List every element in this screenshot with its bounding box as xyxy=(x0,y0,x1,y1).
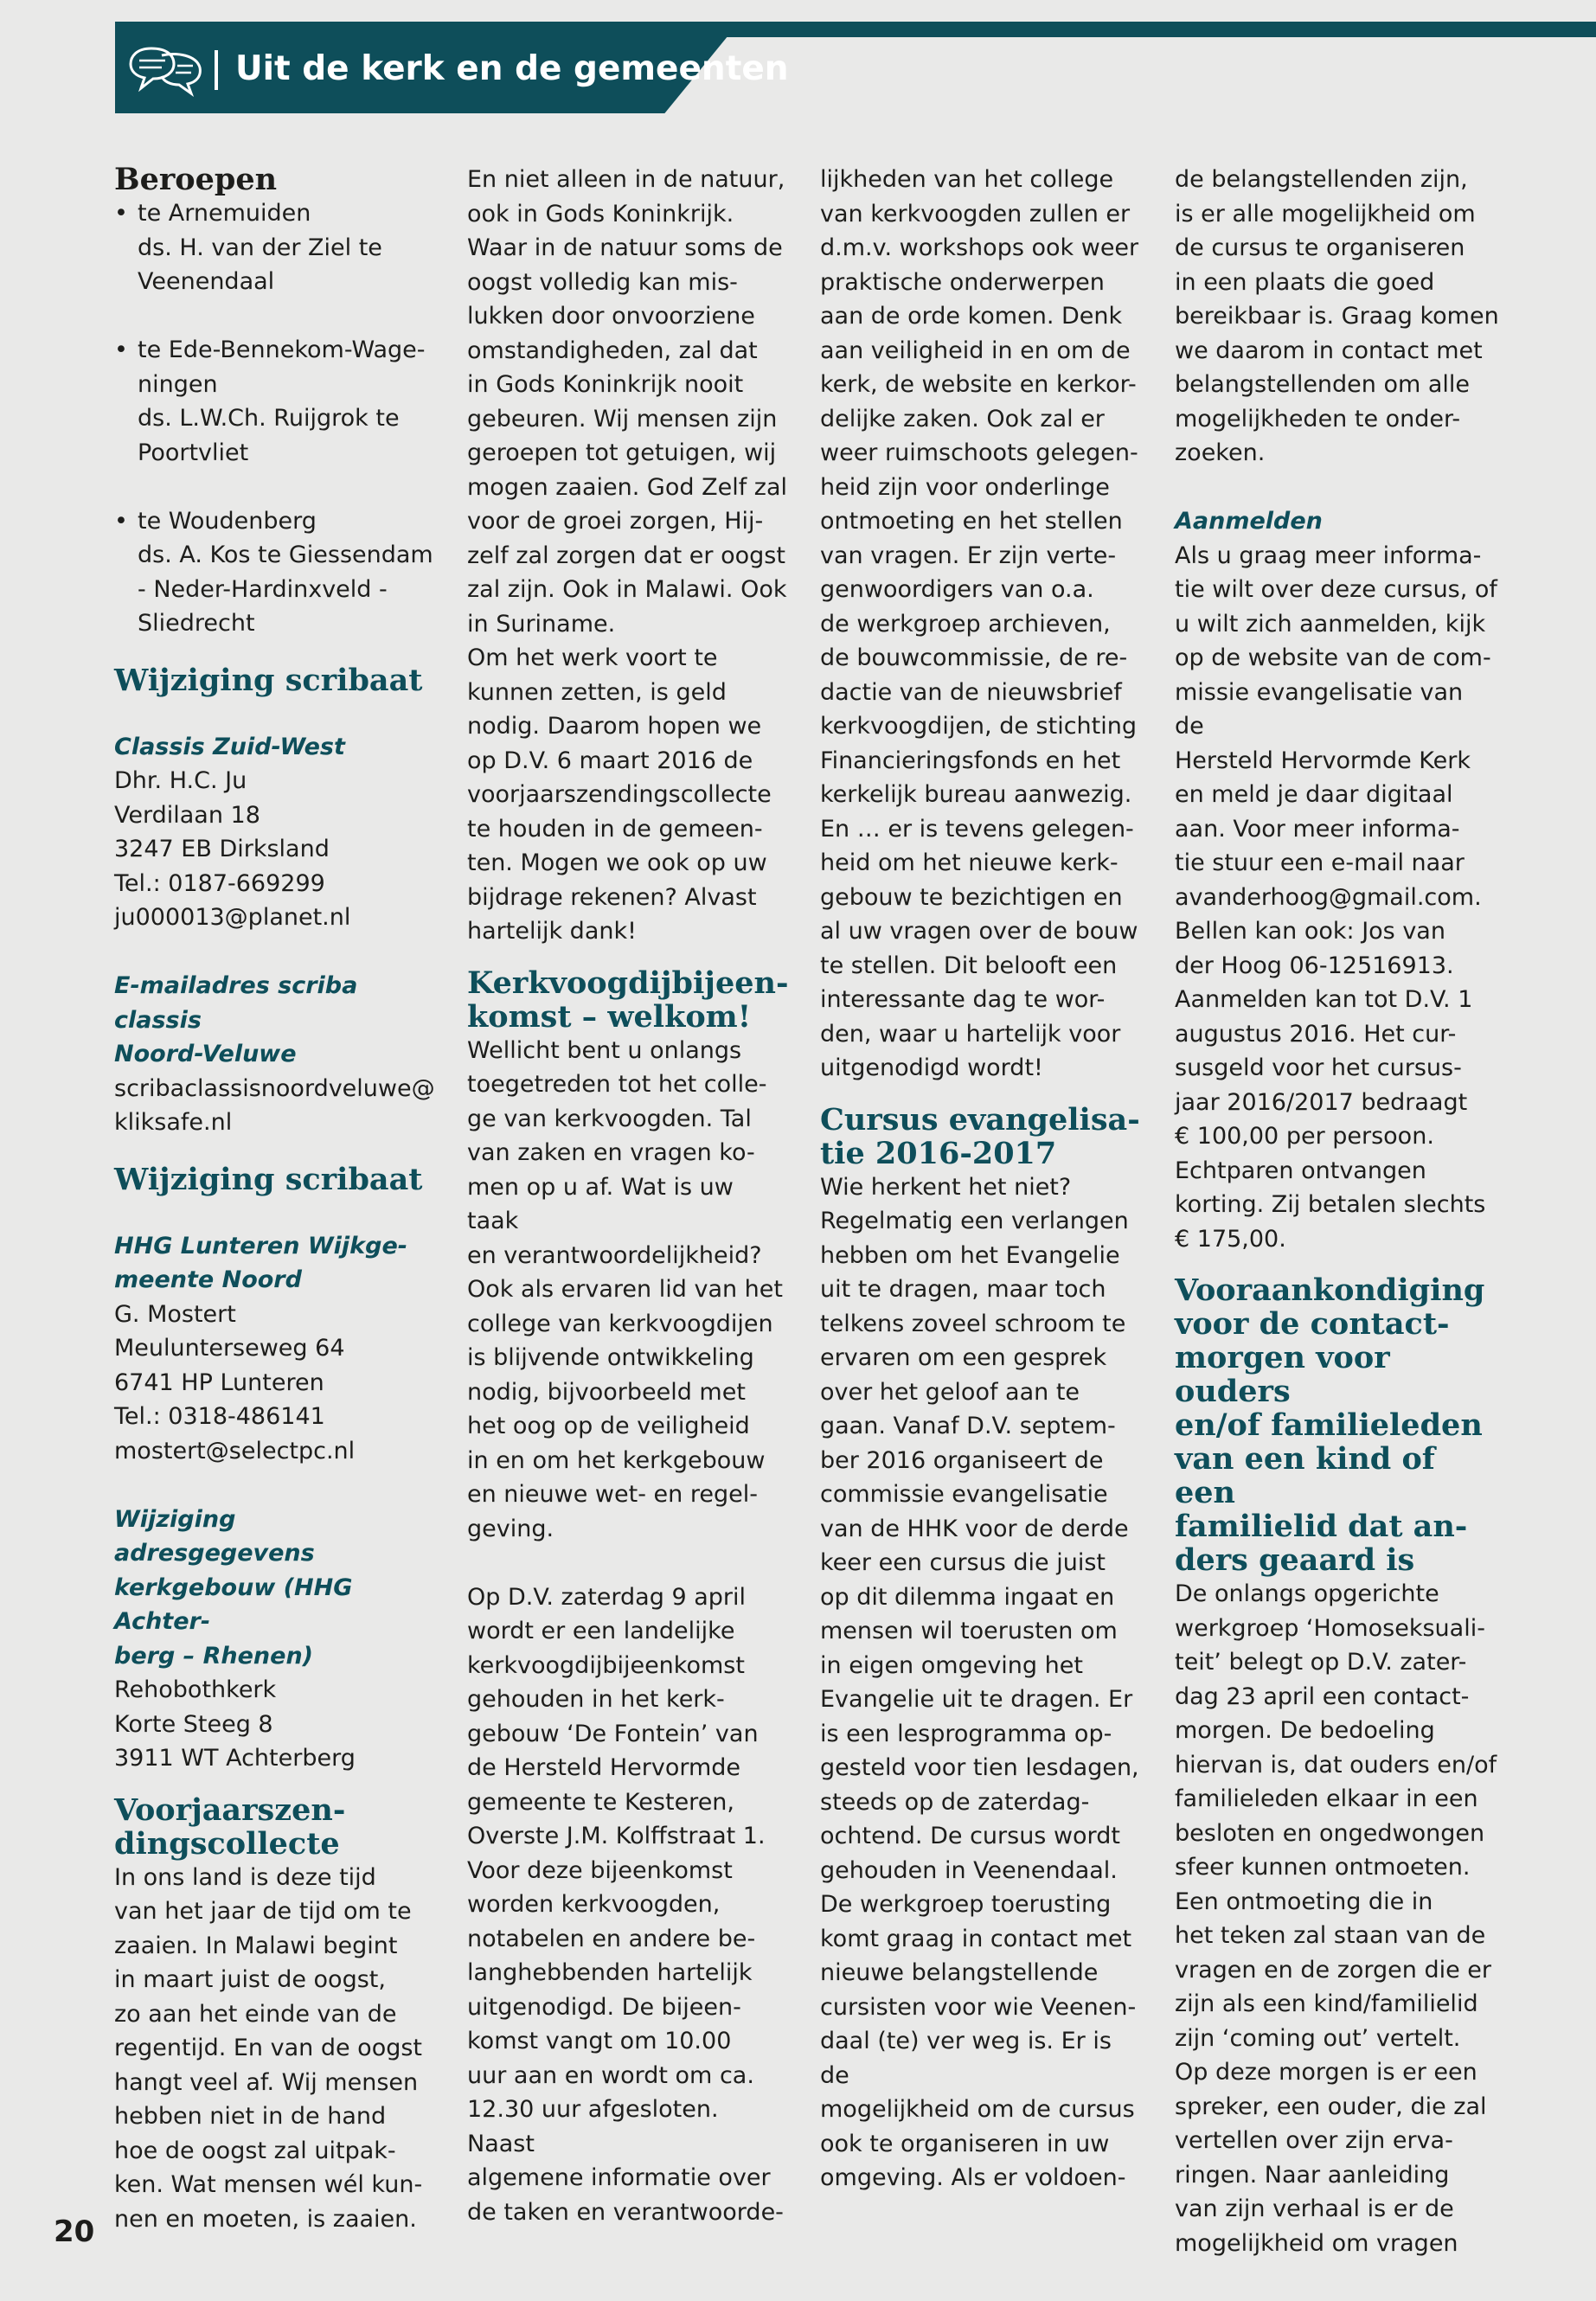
text-line: kerk, de website en kerkor- xyxy=(820,371,1137,398)
text-line: vragen en de zorgen die er xyxy=(1175,1956,1492,1984)
text-line: nodig. Daarom hopen we xyxy=(467,713,762,740)
text-line: in een plaats die goed xyxy=(1175,268,1435,296)
text-line: dactie van de nieuwsbrief xyxy=(820,678,1122,706)
text-line: hiervan is, dat ouders en/of xyxy=(1175,1751,1497,1779)
text-line: kerkvoogdijen, de stichting xyxy=(820,713,1137,740)
text-line: kerkvoogdijbijeenkomst xyxy=(467,1651,745,1679)
text-line: de cursus te organiseren xyxy=(1175,234,1465,261)
text-line: daal (te) ver weg is. Er is de xyxy=(820,2028,1112,2089)
text-line: nieuwe belangstellende xyxy=(820,1959,1099,1986)
heading-line: en/of familieleden xyxy=(1175,1407,1483,1443)
list-item-line: ds. H. van der Ziel te xyxy=(138,234,382,261)
text-line: Overste J.M. Kolffstraat 1. xyxy=(467,1823,766,1849)
column-4 xyxy=(1175,163,1499,2260)
text-line: tie stuur een e-mail naar xyxy=(1175,849,1465,876)
text-line: is een lesprogramma op- xyxy=(820,1720,1112,1747)
text-line: zo aan het einde van de xyxy=(114,2000,397,2028)
bullet-icon: • xyxy=(114,200,128,227)
text-line: hebben om het Evangelie xyxy=(820,1241,1120,1269)
text-line: sfeer kunnen ontmoeten. xyxy=(1175,1854,1471,1881)
heading-line: voor de contact- xyxy=(1175,1306,1450,1342)
text-line: Ook als ervaren lid van het xyxy=(467,1276,783,1303)
text-line: bereikbaar is. Graag komen xyxy=(1175,303,1499,330)
text-line: € 175,00. xyxy=(1175,1225,1286,1253)
email-link[interactable]: kliksafe.nl xyxy=(114,1109,233,1136)
text-line: en nieuwe wet- en regel- xyxy=(467,1481,758,1508)
contactmorgen-text xyxy=(1175,1577,1499,2260)
text-line: is blijvende ontwikkeling xyxy=(467,1344,754,1371)
text-line: aan de orde komen. Denk xyxy=(820,303,1123,330)
text-line: men op u af. Wat is uw taak xyxy=(467,1173,734,1234)
email-link[interactable]: scribaclassisnoordveluwe@ xyxy=(114,1074,435,1102)
text-line: te houden in de gemeen- xyxy=(467,815,763,843)
column-3 xyxy=(820,163,1144,2195)
heading-line: Vooraankondiging xyxy=(1175,1272,1485,1308)
email-subheading: Noord-Veluwe xyxy=(114,1041,297,1067)
list-item-line: te Woudenberg xyxy=(138,507,317,535)
text-line: we daarom in contact met xyxy=(1175,336,1483,364)
text-line: op de website van de com- xyxy=(1175,644,1491,671)
text-line: worden kerkvoogden, xyxy=(467,1891,721,1918)
list-item-line: Sliedrecht xyxy=(138,610,255,637)
text-line: komt graag in contact met xyxy=(820,1925,1132,1952)
email-link[interactable]: ju000013@planet.nl xyxy=(114,904,351,931)
text-line: spreker, een ouder, die zal xyxy=(1175,2093,1487,2120)
text-line: mogelijkheid om de cursus xyxy=(820,2096,1135,2123)
text-line: nen en moeten, is zaaien. xyxy=(114,2205,417,2233)
adres-subheading: Wijziging adresgegevens xyxy=(114,1505,315,1567)
column-1 xyxy=(114,163,436,2236)
text-line: wordt er een landelijke xyxy=(467,1618,735,1644)
list-item-line: te Arnemuiden xyxy=(138,200,311,227)
adres-subheading: kerkgebouw (HHG Achter- xyxy=(114,1574,353,1635)
text-line: kerkelijk bureau aanwezig. xyxy=(820,781,1132,808)
text-line: zoeken. xyxy=(1175,439,1266,466)
address-line: Korte Steeg 8 xyxy=(114,1710,273,1738)
text-line: hebben niet in de hand xyxy=(114,2103,387,2130)
text-line: Om het werk voort te xyxy=(467,644,718,671)
text-line: in Gods Koninkrijk nooit xyxy=(467,371,744,398)
collecte-continued-text xyxy=(467,163,792,949)
text-line: gesteld voor tien lesdagen, xyxy=(820,1754,1139,1781)
phone-line: Tel.: 0187-669299 xyxy=(114,869,325,897)
list-item-line: Poortvliet xyxy=(138,439,249,466)
aanmelden-text xyxy=(1175,539,1499,1257)
text-line: gehouden in het kerk- xyxy=(467,1686,725,1713)
heading-line: Cursus evangelisa- xyxy=(820,1101,1140,1138)
address-line: Verdilaan 18 xyxy=(114,801,260,829)
text-line: geroepen tot getuigen, wij xyxy=(467,439,777,466)
text-line: hartelijk dank! xyxy=(467,918,637,945)
text-line: zelf zal zorgen dat er oogst xyxy=(467,542,785,569)
text-line: Bellen kan ook: Jos van xyxy=(1175,918,1445,945)
text-line: steeds op de zaterdag- xyxy=(820,1788,1090,1816)
text-line: morgen. De bedoeling xyxy=(1175,1717,1435,1744)
list-item xyxy=(114,504,436,641)
text-line: belangstellenden om alle xyxy=(1175,371,1471,398)
text-line: hoe de oogst zal uitpak- xyxy=(114,2137,396,2164)
cursus-evangelisatie-heading xyxy=(820,1103,1144,1170)
text-line: het teken zal staan van de xyxy=(1175,1922,1486,1949)
text-line: voor de groei zorgen, Hij- xyxy=(467,508,764,535)
text-line: Een ontmoeting die in xyxy=(1175,1888,1433,1915)
text-line: kunnen zetten, is geld xyxy=(467,678,727,706)
text-line: bijdrage rekenen? Alvast xyxy=(467,883,757,911)
text-line: En niet alleen in de natuur, xyxy=(467,166,785,193)
heading-line: morgen voor ouders xyxy=(1175,1340,1390,1409)
text-line: is er alle mogelijkheid om xyxy=(1175,200,1476,228)
text-line: ervaren om een gesprek xyxy=(820,1344,1107,1371)
text-line: ge van kerkvoogden. Tal xyxy=(467,1105,752,1132)
text-line: heid om het nieuwe kerk- xyxy=(820,849,1118,876)
text-line: gebouw te bezichtigen en xyxy=(820,883,1123,911)
address-line: Dhr. H.C. Ju xyxy=(114,767,247,794)
text-line: het oog op de veiligheid xyxy=(467,1413,750,1439)
list-item xyxy=(114,196,436,299)
text-line: gaan. Vanaf D.V. septem- xyxy=(820,1413,1116,1439)
text-line: hangt veel af. Wij mensen xyxy=(114,2068,419,2096)
email-link[interactable]: mostert@selectpc.nl xyxy=(114,1437,356,1465)
text-line: ochtend. De cursus wordt xyxy=(820,1823,1120,1849)
text-line: Wellicht bent u onlangs xyxy=(467,1036,742,1064)
text-line: delijke zaken. Ook zal er xyxy=(820,405,1105,433)
text-line: aan veiligheid in en om de xyxy=(820,336,1131,364)
text-line: in eigen omgeving het xyxy=(820,1651,1083,1679)
aanmelden-subheading: Aanmelden xyxy=(1175,508,1323,535)
text-line: korting. Zij betalen slechts xyxy=(1175,1191,1486,1218)
address-line: Rehobothkerk xyxy=(114,1676,277,1703)
text-line: al uw vragen over de bouw xyxy=(820,918,1138,945)
kerkvoogdij-details-text xyxy=(467,1580,792,2230)
lunteren-subheading: HHG Lunteren Wijkge- xyxy=(114,1232,407,1259)
text-line: telkens zoveel schroom te xyxy=(820,1310,1126,1337)
section-title: Uit de kerk en de gemeenten xyxy=(235,49,789,88)
list-item-line: ds. A. Kos te Giessendam xyxy=(138,542,433,568)
address-line: 3911 WT Achterberg xyxy=(114,1745,356,1772)
speech-bubbles-icon xyxy=(127,42,205,97)
heading-line: komst – welkom! xyxy=(467,998,752,1035)
text-line: de Hersteld Hervormde xyxy=(467,1754,741,1781)
text-line: Wie herkent het niet? xyxy=(820,1173,1072,1201)
bullet-icon: • xyxy=(114,507,128,535)
text-line: augustus 2016. Het cur- xyxy=(1175,1020,1457,1048)
text-line: € 100,00 per persoon. xyxy=(1175,1123,1434,1150)
text-line: In ons land is deze tijd xyxy=(114,1863,376,1891)
heading-line: Voorjaarszen- xyxy=(114,1791,346,1828)
kerkvoogdij-intro-text xyxy=(467,1034,792,1547)
bullet-icon: • xyxy=(114,336,128,363)
text-line: Echtparen ontvangen xyxy=(1175,1157,1426,1184)
text-line: En … er is tevens gelegen- xyxy=(820,815,1134,843)
text-line: tie wilt over deze cursus, of xyxy=(1175,576,1497,603)
page-number: 20 xyxy=(54,2214,95,2249)
heading-line: ders geaard is xyxy=(1175,1542,1415,1578)
text-line: zal zijn. Ook in Malawi. Ook xyxy=(467,576,787,603)
text-line: Waar in de natuur soms de xyxy=(467,234,783,261)
text-line: dag 23 april een contact- xyxy=(1175,1682,1470,1710)
text-line: weer ruimschoots gelegen- xyxy=(820,439,1138,466)
text-line: zaaien. In Malawi begint xyxy=(114,1932,398,1959)
vooraankondiging-heading xyxy=(1175,1273,1499,1577)
address-line: 3247 EB Dirksland xyxy=(114,836,330,862)
text-line: Aanmelden kan tot D.V. 1 xyxy=(1175,986,1473,1013)
text-line: op dit dilemma ingaat en xyxy=(820,1583,1115,1611)
text-line: komst vangt om 10.00 xyxy=(467,2028,732,2054)
beroepen-heading: Beroepen xyxy=(114,162,278,197)
text-line: De onlangs opgerichte xyxy=(1175,1580,1439,1607)
text-line: college van kerkvoogdijen xyxy=(467,1310,773,1337)
text-line: uit te dragen, maar toch xyxy=(820,1276,1106,1303)
text-line: zijn ‘coming out’ vertelt. xyxy=(1175,2024,1461,2052)
text-line: voorjaarszendingscollecte xyxy=(467,781,772,808)
heading-line: familielid dat an- xyxy=(1175,1509,1468,1544)
kerkvoogdijbijeenkomst-heading xyxy=(467,966,792,1034)
text-line: ook in Gods Koninkrijk. xyxy=(467,200,734,228)
text-line: aan. Voor meer informa- xyxy=(1175,815,1460,843)
cursus-continued-text xyxy=(1175,163,1499,471)
text-line: over het geloof aan te xyxy=(820,1378,1080,1406)
text-line: notabelen en andere be- xyxy=(467,1925,756,1952)
text-line: zijn als een kind/familielid xyxy=(1175,1990,1478,2017)
text-line: van de HHK voor de derde xyxy=(820,1515,1129,1542)
text-line: op D.V. 6 maart 2016 de xyxy=(467,747,753,774)
text-line: van zaken en vragen ko- xyxy=(467,1139,755,1166)
text-line: van zijn verhaal is er de xyxy=(1175,2195,1454,2222)
text-line: lijkheden van het college xyxy=(820,166,1114,193)
text-line: regentijd. En van de oogst xyxy=(114,2035,423,2061)
heading-line: Kerkvoogdijbijeen- xyxy=(467,965,789,1001)
text-line: heid zijn voor onderlinge xyxy=(820,473,1110,501)
beroepen-list xyxy=(114,196,436,641)
email-subheading: E-mailadres scriba classis xyxy=(114,972,358,1034)
list-item xyxy=(114,333,436,470)
phone-line: Tel.: 0318-486141 xyxy=(114,1403,325,1430)
text-line: commissie evangelisatie xyxy=(820,1481,1108,1508)
text-line: ook te organiseren in uw xyxy=(820,2130,1110,2157)
text-line: Evangelie uit te dragen. Er xyxy=(820,1686,1133,1713)
text-line: interessante dag te wor- xyxy=(820,986,1106,1013)
text-line: Hersteld Hervormde Kerk xyxy=(1175,747,1471,774)
text-line: Regelmatig een verlangen xyxy=(820,1208,1129,1234)
text-line: de bouwcommissie, de re- xyxy=(820,644,1128,671)
text-line: ken. Wat mensen wél kun- xyxy=(114,2171,423,2198)
text-line: omgeving. Als er voldoen- xyxy=(820,2164,1126,2191)
text-line: genwoordigers van o.a. xyxy=(820,576,1094,603)
text-line: jaar 2016/2017 bedraagt xyxy=(1175,1088,1468,1116)
text-line: u wilt zich aanmelden, kijk xyxy=(1175,610,1486,638)
text-line: algemene informatie over xyxy=(467,2164,771,2191)
text-line: De werkgroep toerusting xyxy=(820,1891,1112,1918)
text-line: ringen. Naar aanleiding xyxy=(1175,2161,1450,2189)
text-line: avanderhoog@gmail.com. xyxy=(1175,883,1482,911)
text-line: gebouw ‘De Fontein’ van xyxy=(467,1720,759,1747)
column-2 xyxy=(467,163,792,2229)
text-line: keer een cursus die juist xyxy=(820,1549,1106,1576)
list-item-line: te Ede-Bennekom-Wage- xyxy=(138,336,426,363)
text-line: de werkgroep archieven, xyxy=(820,610,1111,638)
text-line: 12.30 uur afgesloten. Naast xyxy=(467,2096,719,2157)
text-line: cursisten voor wie Veenen- xyxy=(820,1993,1137,2021)
heading-line: dingscollecte xyxy=(114,1825,340,1862)
text-line: mogelijkheden te onder- xyxy=(1175,405,1461,433)
text-line: missie evangelisatie van de xyxy=(1175,678,1464,740)
address-line: Meulunterseweg 64 xyxy=(114,1335,345,1362)
heading-line: van een kind of een xyxy=(1175,1441,1435,1510)
text-line: geving. xyxy=(467,1515,554,1542)
text-line: gemeente te Kesteren, xyxy=(467,1788,734,1816)
text-line: vertellen over zijn erva- xyxy=(1175,2127,1453,2154)
text-line: te stellen. Dit belooft een xyxy=(820,952,1118,979)
text-line: lukken door onvoorziene xyxy=(467,303,755,330)
text-line: in en om het kerkgebouw xyxy=(467,1446,766,1474)
text-line: Voor deze bijeenkomst xyxy=(467,1856,733,1884)
kerkvoogdij-continued-text xyxy=(820,163,1144,1086)
text-line: susgeld voor het cursus- xyxy=(1175,1054,1462,1081)
text-line: uitgenodigd wordt! xyxy=(820,1054,1043,1081)
text-line: Op deze morgen is er een xyxy=(1175,2059,1477,2086)
text-line: mogen zaaien. God Zelf zal xyxy=(467,473,787,501)
text-line: en meld je daar digitaal xyxy=(1175,781,1453,808)
text-line: en verantwoordelijkheid? xyxy=(467,1241,762,1269)
text-line: d.m.v. workshops ook weer xyxy=(820,234,1139,261)
heading-line: tie 2016-2017 xyxy=(820,1135,1057,1171)
text-line: teit’ belegt op D.V. zater- xyxy=(1175,1649,1467,1676)
lunteren-subheading: meente Noord xyxy=(114,1266,302,1293)
adres-subheading: berg – Rhenen) xyxy=(114,1642,314,1670)
text-line: toegetreden tot het colle- xyxy=(467,1071,767,1098)
text-line: in Suriname. xyxy=(467,610,616,638)
text-line: nodig, bijvoorbeeld met xyxy=(467,1378,746,1406)
classis-subheading: Classis Zuid-West xyxy=(114,733,345,760)
text-line: oogst volledig kan mis- xyxy=(467,268,738,296)
text-line: werkgroep ‘Homoseksuali- xyxy=(1175,1614,1485,1642)
text-line: praktische onderwerpen xyxy=(820,268,1105,296)
wijziging-scribaat-heading: Wijziging scribaat xyxy=(114,662,423,698)
list-item-line: ds. L.W.Ch. Ruijgrok te xyxy=(138,405,400,432)
text-line: van het jaar de tijd om te xyxy=(114,1898,412,1925)
text-line: de belangstellenden zijn, xyxy=(1175,166,1468,193)
text-line: besloten en ongedwongen xyxy=(1175,1819,1485,1847)
text-line: van vragen. Er zijn verte- xyxy=(820,542,1117,569)
text-line: omstandigheden, zal dat xyxy=(467,336,758,364)
text-line: den, waar u hartelijk voor xyxy=(820,1020,1121,1048)
address-line: G. Mostert xyxy=(114,1300,236,1328)
list-item-line: - Neder-Hardinxveld - xyxy=(138,575,388,603)
text-line: mogelijkheid om vragen xyxy=(1175,2229,1458,2257)
text-line: Financieringsfonds en het xyxy=(820,747,1121,774)
text-line: ten. Mogen we ook op uw xyxy=(467,849,767,876)
text-line: Als u graag meer informa- xyxy=(1175,542,1482,569)
text-line: uur aan en wordt om ca. xyxy=(467,2061,754,2089)
text-line: langhebbenden hartelijk xyxy=(467,1959,753,1986)
voorjaarszendingscollecte-heading xyxy=(114,1793,436,1861)
text-line: in maart juist de oogst, xyxy=(114,1966,386,1993)
text-line: van kerkvoogden zullen er xyxy=(820,200,1131,228)
list-item-line: Veenendaal xyxy=(138,268,275,295)
text-line: der Hoog 06-12516913. xyxy=(1175,952,1454,979)
collecte-text xyxy=(114,1861,436,2237)
text-line: uitgenodigd. De bijeen- xyxy=(467,1993,741,2021)
cursus-text xyxy=(820,1170,1144,2195)
text-line: gebeuren. Wij mensen zijn xyxy=(467,405,778,433)
header-separator xyxy=(215,50,218,90)
list-item-line: ningen xyxy=(138,370,218,398)
address-line: 6741 HP Lunteren xyxy=(114,1368,324,1396)
text-line: de taken en verantwoorde- xyxy=(467,2198,784,2226)
text-line: Op D.V. zaterdag 9 april xyxy=(467,1583,746,1611)
text-line: gehouden in Veenendaal. xyxy=(820,1856,1118,1884)
text-line: ontmoeting en het stellen xyxy=(820,508,1123,535)
text-line: ber 2016 organiseert de xyxy=(820,1446,1104,1474)
text-line: familieleden elkaar in een xyxy=(1175,1785,1478,1812)
wijziging-scribaat-heading-2: Wijziging scribaat xyxy=(114,1161,423,1197)
text-line: mensen wil toerusten om xyxy=(820,1618,1118,1644)
